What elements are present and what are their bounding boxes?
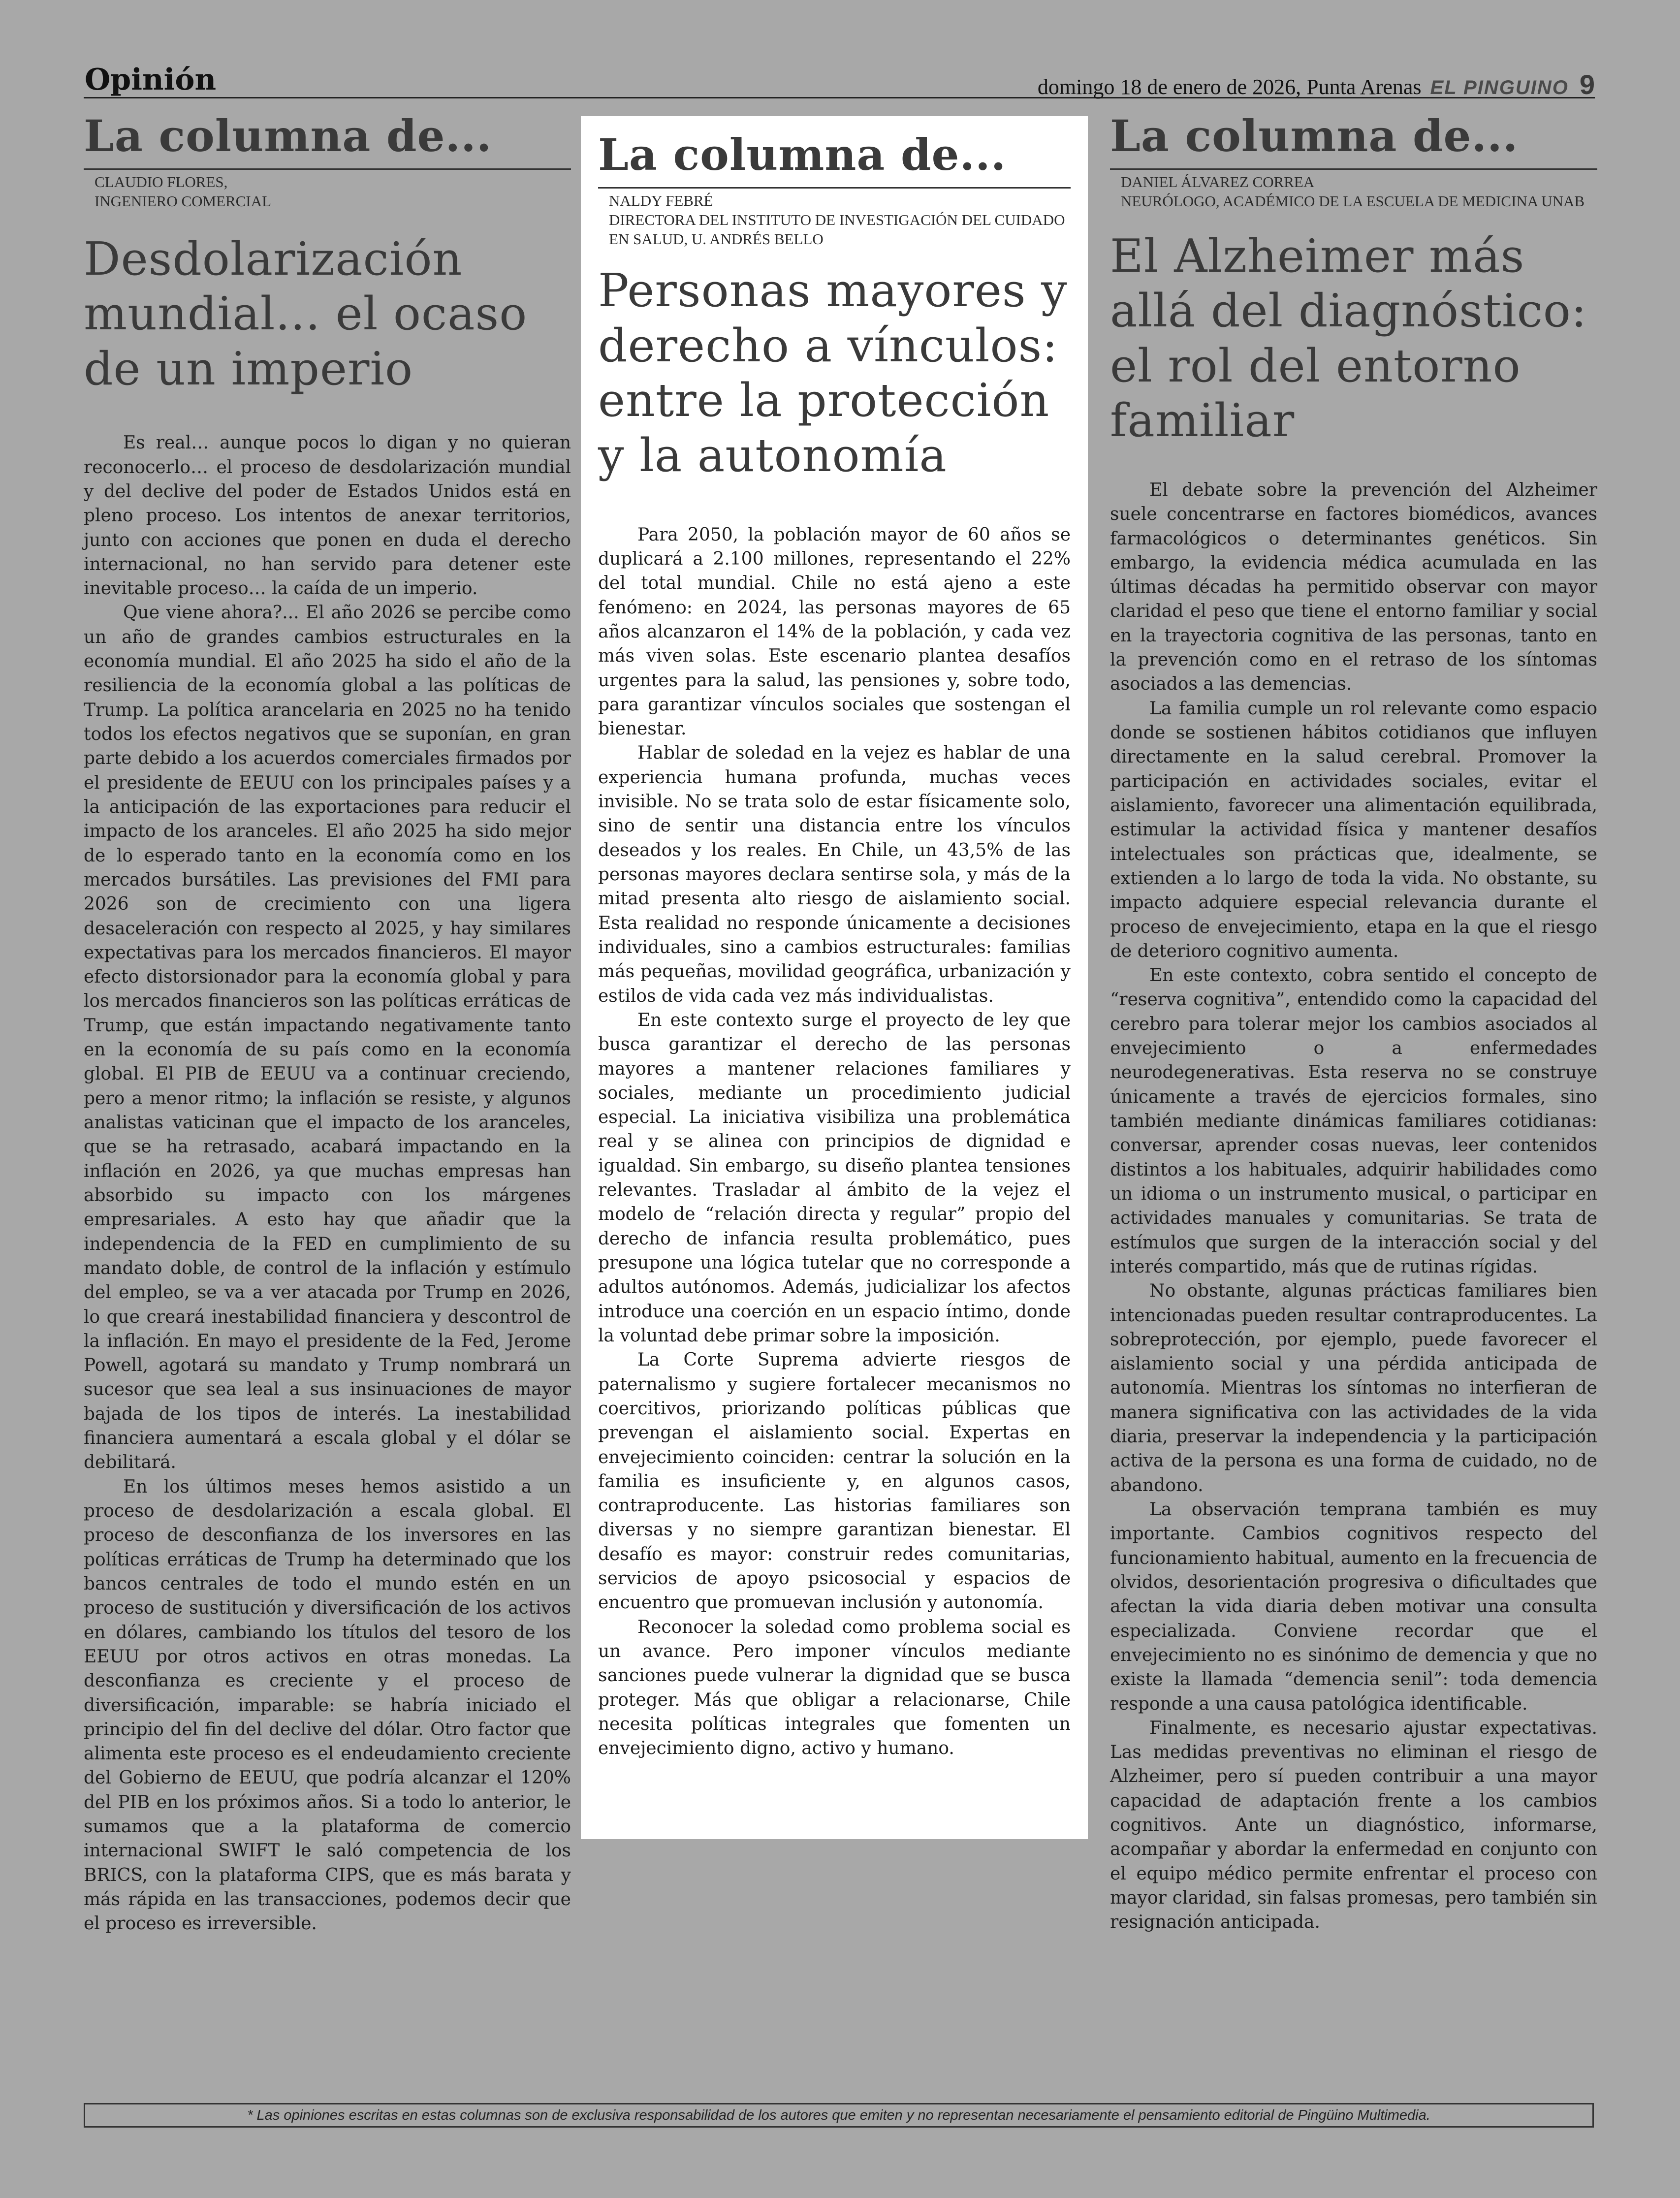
author-name: CLAUDIO FLORES, [95,173,228,191]
opinion-column-1 [84,110,571,1936]
article-body [84,431,571,1936]
article-paragraph: Hablar de soledad en la vejez es hablar de una experiencia humana profunda, muchas veces invisible. No se trata solo de estar físicamente solo, sino de sentir una distancia entre los vínculos deseados y los reales. En Chile, un 43,5% de las personas mayores declara sentirse sola, y más de la mitad presenta alto riesgo de aislamiento social. Esta realidad no responde únicamente a decisiones individuales, sino a cambios estructurales: familias más pequeñas, movilidad geográfica, urbanización y estilos de vida cada vez más individualistas. [598,743,1071,1006]
author-title: INGENIERO COMERCIAL [95,192,272,210]
kicker-rule [1110,168,1597,170]
author-name: NALDY FEBRÉ [609,192,713,209]
opinion-column-3 [1110,110,1597,1935]
kicker-rule [598,187,1071,189]
article-paragraph: En los últimos meses hemos asistido a un proceso de desdolarización a escala global. El proceso de desconfianza de los inversores en las políticas erráticas de Trump ha determinado que los bancos centrales de todo el mundo estén en un proceso de sustitución y diversificación de los activos en dólares, cambiando los títulos del tesoro de los EEUU por otros activos en otras monedas. La desconfianza es creciente y el proceso de diversificación, imparable: se habría iniciado el principio del fin del declive del dólar. Otro factor que alimenta este proceso es el endeudamiento creciente del Gobierno de EEUU, que podría alcanzar el 120% del PIB en los próximos años. Si a todo lo anterior, le sumamos que a la plataforma de comercio internacional SWIFT le saló competencia de los BRICS, con la plataforma CIPS, que es más barata y más rápida en las transacciones, podemos decir que el proceso es irreversible. [84,1476,571,1934]
opinion-column-2 [581,116,1088,1839]
article-headline: El Alzheimer más allá del diagnóstico: el rol del entorno familiar [1110,229,1587,447]
article-paragraph: Reconocer la soledad como problema social es un avance. Pero imponer vínculos mediante sanciones puede vulnerar la dignidad que se busca proteger. Más que obligar a relacionarse, Chile necesita políticas integrales que fomenten un envejecimiento digno, activo y humano. [598,1617,1071,1759]
date-place: domingo 18 de enero de 2026, Punta Arenas [1037,75,1422,99]
article-headline: Personas mayores y derecho a vínculos: entre la protección y la autonomía [598,264,1068,482]
article-paragraph: El debate sobre la prevención del Alzheimer suele concentrarse en factores biomédicos, avances farmacológicos o determinantes genéticos. Sin embargo, la evidencia médica acumulada en las últimas décadas ha permitido observar con mayor claridad el peso que tiene el entorno familiar y social en la trayectoria cognitiva de las personas, tanto en la prevención como en el retraso de los síntomas asociados a las demencias. [1110,479,1597,695]
author-name: DANIEL ÁLVAREZ CORREA [1121,173,1315,191]
article-paragraph: Que viene ahora?... El año 2026 se percibe como un año de grandes cambios estructurales en la economía mundial. El año 2025 ha sido el año de la resiliencia de la economía global a las políticas de Trump. La política arancelaria en 2025 no ha tenido todos los efectos negativos que se suponían, en gran parte debido a los acuerdos comerciales firmados por el presidente de EEUU con los principales países y a la anticipación de las exportaciones para reducir el impacto de los aranceles. El año 2025 ha sido mejor de lo esperado tanto en la economía como en los mercados bursátiles. Las previsiones del FMI para 2026 son de crecimiento con una ligera desaceleración con respecto al 2025, y hay similares expectativas para los mercados financieros. El mayor efecto distorsionador para la economía global y para los mercados financieros son las políticas erráticas de Trump, que están impactando negativamente tanto en la economía de su país como en la economía global. El PIB de EEUU va a continuar creciendo, pero a menor ritmo; la inflación se resiste, y algunos analistas vaticinan que el impacto de los aranceles, que se ha retrasado, acabará impactando en la inflación en 2026, ya que muchas empresas han absorbido su impacto con los márgenes empresariales. A esto hay que añadir que la independencia de la FED en cumplimiento de su mandato doble, de control de la inflación y estímulo del empleo, se va a ver atacada por Trump en 2026, lo que creará inestabilidad financiera y descontrol de la inflación. En mayo el presidente de la Fed, Jerome Powell, agotará su mandato y Trump nombrará un sucesor que sea leal a sus insinuaciones de mayor bajada de los tipos de interés. La inestabilidad financiera aumentará a escala global y el dólar se debilitará. [84,603,571,1473]
column-kicker: La columna de... [598,129,1007,180]
kicker-rule [84,168,571,170]
section-title: Opinión [85,63,217,97]
article-paragraph: No obstante, algunas prácticas familiares bien intencionadas pueden resultar contraproducentes. La sobreprotección, por ejemplo, puede favorecer el aislamiento social y una pérdida anticipada de autonomía. Mientras los síntomas no interfieran de manera significativa con las actividades de la vida diaria, preservar la independencia y la participación activa de la persona es una forma de cuidado, no de abandono. [1110,1281,1597,1496]
author-title: NEURÓLOGO, ACADÉMICO DE LA ESCUELA DE MEDICINA UNAB [1121,192,1585,210]
article-paragraph: Para 2050, la población mayor de 60 años se duplicará a 2.100 millones, representando el 22% del total mundial. Chile no está ajeno a este fenómeno: en 2024, las personas mayores de 65 años alcanzaron el 14% de la población, y cada vez más viven solas. Este escenario plantea desafíos urgentes para la salud, las pensiones y, sobre todo, para garantizar vínculos sociales que sostengan el bienestar. [598,524,1071,739]
disclaimer-note: * Las opiniones escritas en estas columnas son de exclusiva responsabilidad de los autores que emiten y no representan necesariamente el pensamiento editorial de Pingüino Multimedia. [84,2103,1594,2128]
column-kicker: La columna de... [1110,110,1519,161]
article-paragraph: En este contexto surge el proyecto de ley que busca garantizar el derecho de las personas mayores a mantener relaciones familiares y sociales, mediante un procedimiento judicial especial. La iniciativa visibiliza una problemática real y se alinea con principios de dignidad e igualdad. Sin embargo, su diseño plantea tensiones relevantes. Trasladar al ámbito de la vejez el modelo de “relación directa y regular” propio del derecho de infancia resulta problemático, pues presupone una lógica tutelar que no corresponde a adultos autónomos. Además, judicializar los afectos introduce una coerción en un espacio íntimo, donde la voluntad debe primar sobre la imposición. [598,1010,1071,1346]
article-headline: Desdolarización mundial... el ocaso de un imperio [84,232,528,395]
page-header [84,62,1595,98]
article-paragraph: La observación temprana también es muy importante. Cambios cognitivos respecto del funcionamiento habitual, aumento en la frecuencia de olvidos, desorientación progresiva o dificultades que afectan la vida diaria deben motivar una consulta especializada. Conviene recordar que el envejecimiento no es sinónimo de demencia y que no existe la llamada “demencia senil”: toda demencia responde a una causa patológica identificable. [1110,1499,1597,1714]
page-number: 9 [1579,69,1595,100]
newspaper-logo: EL PINGUINO [1430,77,1569,98]
author-title: DIRECTORA DEL INSTITUTO DE INVESTIGACIÓN DEL CUIDADO EN SALUD, U. ANDRÉS BELLO [609,211,1065,248]
article-paragraph: En este contexto, cobra sentido el concepto de “reserva cognitiva”, entendido como la capacidad del cerebro para tolerar mejor los cambios asociados al envejecimiento o a enfermedades neurodegenerativas. Esta reserva no se construye únicamente a través de ejercicios formales, sino también mediante dinámicas familiares cotidianas: conversar, aprender cosas nuevas, leer contenidos distintos a los habituales, adquirir habilidades como un idioma o un instrumento musical, o participar en actividades manuales y comunitarias. Se trata de estímulos que surgen de la interacción social y del interés compartido, más que de rutinas rígidas. [1110,965,1597,1277]
article-body [1110,478,1597,1935]
header-meta [1038,68,1595,100]
article-paragraph: Es real… aunque pocos lo digan y no quieran reconocerlo… el proceso de desdolarización mundial y del declive del poder de Estados Unidos está en pleno proceso. Los intentos de anexar territorios, junto con acciones que ponen en duda el derecho internacional, no han servido para detener este inevitable proceso… la caída de un imperio. [84,433,571,599]
article-paragraph: La familia cumple un rol relevante como espacio donde se sostienen hábitos cotidianos que influyen directamente en la salud cerebral. Promover la participación en actividades sociales, evitar el aislamiento, favorecer una alimentación equilibrada, estimular la actividad física y mantener desafíos intelectuales son prácticas que, idealmente, se extienden a lo largo de toda la vida. No obstante, su impacto adquiere especial relevancia durante el proceso de envejecimiento, etapa en la que el riesgo de deterioro cognitivo aumenta. [1110,698,1597,961]
article-paragraph: La Corte Suprema advierte riesgos de paternalismo y sugiere fortalecer mecanismos no coercitivos, priorizando políticas públicas que prevengan el aislamiento social. Expertas en envejecimiento coinciden: centrar la solución en la familia es insuficiente y, en algunos casos, contraproducente. Las historias familiares son diversas y no siempre garantizan bienestar. El desafío es mayor: construir redes comunitarias, servicios de apoyo psicosocial y espacios de encuentro que promuevan inclusión y autonomía. [598,1350,1071,1613]
article-paragraph: Finalmente, es necesario ajustar expectativas. Las medidas preventivas no eliminan el riesgo de Alzheimer, pero sí pueden contribuir a una mayor capacidad de adaptación frente a los cambios cognitivos. Ante un diagnóstico, informarse, acompañar y abordar la enfermedad en conjunto con el equipo médico permite enfrentar el proceso con mayor claridad, sin falsas promesas, pero también sin resignación anticipada. [1110,1718,1597,1933]
article-body [598,523,1071,1761]
column-kicker: La columna de... [84,110,492,161]
